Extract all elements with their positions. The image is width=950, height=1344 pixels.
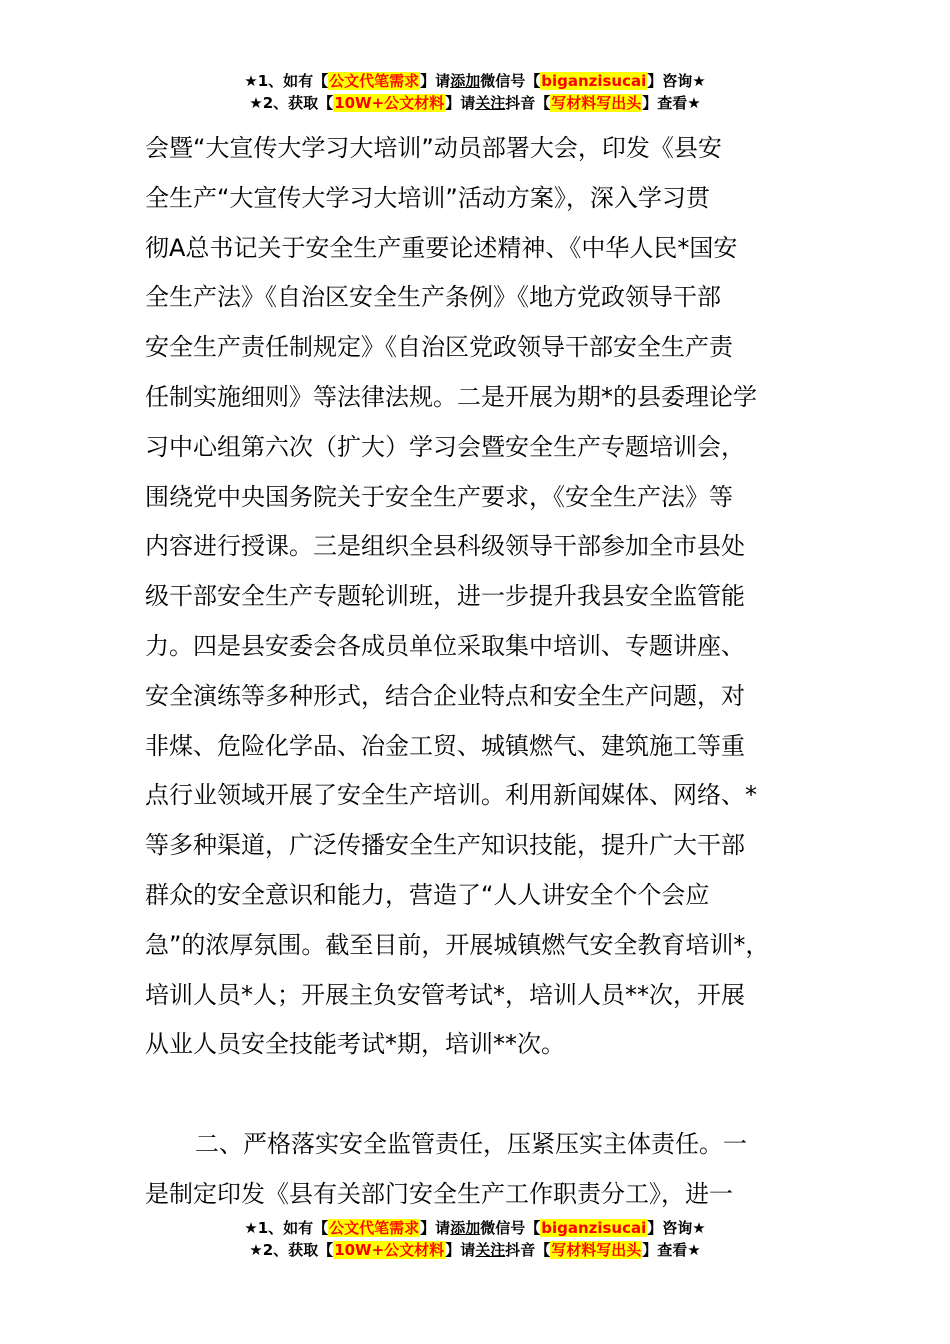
banner-line-2: ★2、获取【10W+公文材料】请关注抖音【写材料写出头】查看★ (249, 1241, 701, 1259)
text-line: 二、严格落实安全监管责任，压紧压实主体责任。一 (195, 1130, 747, 1159)
highlight-text: 公文代笔需求 (329, 1219, 420, 1237)
text-line: 等多种渠道，广泛传播安全生产知识技能，提升广大干部 (145, 831, 745, 860)
text-line: 内容进行授课。三是组织全县科级领导干部参加全市县处 (145, 532, 745, 561)
text-line: 会暨“大宣传大学习大培训”动员部署大会，印发《县安 (145, 134, 722, 162)
highlight-text: 10W+公文材料 (334, 94, 445, 112)
paragraph-2 (145, 1120, 815, 1220)
text-line: 围绕党中央国务院关于安全生产要求，《安全生产法》等 (145, 482, 733, 511)
text-line: 安全演练等多种形式，结合企业特点和安全生产问题，对 (145, 681, 745, 710)
highlight-text: 写材料写出头 (551, 94, 642, 112)
text-line: 习中心组第六次（扩大）学习会暨安全生产专题培训会， (145, 432, 745, 461)
paragraph-spacer (145, 1070, 815, 1120)
star-icon: ★ (249, 94, 263, 112)
highlight-text: biganzisucai (541, 72, 647, 90)
banner-line-2: ★2、获取【10W+公文材料】请关注抖音【写材料写出头】查看★ (249, 94, 701, 112)
text-line: 急”的浓厚氛围。截至目前，开展城镇燃气安全教育培训*， (145, 930, 770, 959)
star-icon: ★ (249, 1241, 263, 1259)
text-line: 安全生产责任制规定》《自治区党政领导干部安全生产责 (145, 333, 733, 362)
header-banner (0, 70, 950, 114)
text-line: 非煤、危险化学品、冶金工贸、城镇燃气、建筑施工等重 (145, 731, 745, 760)
text-line: 全生产“大宣传大学习大培训”活动方案》，深入学习贯 (145, 183, 710, 212)
text-line: 彻A总书记关于安全生产重要论述精神、《中华人民*国安 (145, 233, 738, 262)
banner-line-1: ★1、如有【公文代笔需求】请添加微信号【biganzisucai】咨询★ (244, 1219, 706, 1237)
text-line: 力。四是县安委会各成员单位采取集中培训、专题讲座、 (145, 631, 745, 660)
highlight-text: 公文代笔需求 (329, 72, 420, 90)
footer-banner (0, 1217, 950, 1261)
paragraph-1 (145, 124, 815, 1070)
star-icon: ★ (244, 72, 258, 90)
highlight-text: biganzisucai (541, 1219, 647, 1237)
text-line: 从业人员安全技能考试*期，培训**次。 (145, 1030, 565, 1059)
document-body (145, 124, 815, 1220)
banner-line-1: ★1、如有【公文代笔需求】请添加微信号【biganzisucai】咨询★ (244, 72, 706, 90)
star-icon: ★ (244, 1219, 258, 1237)
text-line: 全生产法》《自治区安全生产条例》《地方党政领导干部 (145, 283, 721, 312)
highlight-text: 10W+公文材料 (334, 1241, 445, 1259)
highlight-text: 写材料写出头 (551, 1241, 642, 1259)
text-line: 任制实施细则》等法律法规。二是开展为期*的县委理论学 (145, 382, 757, 411)
text-line: 点行业领域开展了安全生产培训。利用新闻媒体、网络、* (145, 781, 757, 810)
text-line: 是制定印发《县有关部门安全生产工作职责分工》，进一 (145, 1179, 733, 1208)
text-line: 群众的安全意识和能力，营造了“人人讲安全个个会应 (145, 880, 710, 909)
text-line: 培训人员*人；开展主负安管考试*，培训人员**次，开展 (145, 980, 745, 1009)
text-line: 级干部安全生产专题轮训班，进一步提升我县安全监管能 (145, 582, 745, 611)
